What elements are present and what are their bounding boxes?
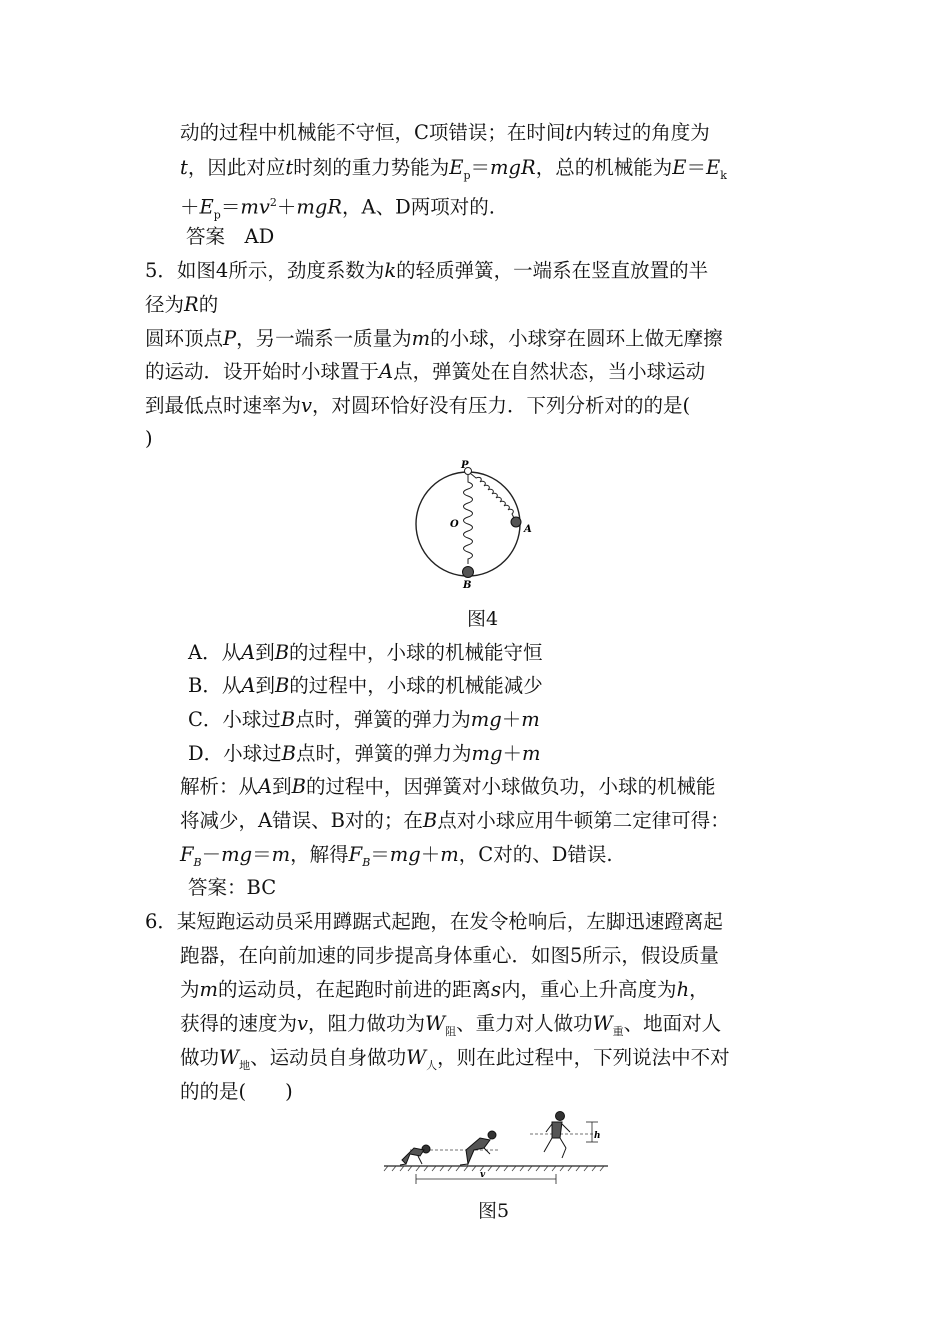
option-a: A．从A到B的过程中，小球的机械能守恒 xyxy=(188,641,543,664)
answer: 答案 AD xyxy=(186,225,275,248)
option-b: B．从A到B的过程中，小球的机械能减少 xyxy=(188,674,543,697)
label-O: O xyxy=(450,519,459,530)
figure-5-caption: 图5 xyxy=(478,1200,510,1222)
text-line: ) xyxy=(145,427,153,450)
answer: 答案：BC xyxy=(188,876,277,899)
text-line: 做功$W_地$、运动员自身做功$W_人$，则在此过程中，下列说法中不对 xyxy=(180,1046,730,1072)
runner-upright xyxy=(544,1112,570,1159)
text-line: 为m的运动员，在起跑时前进的距离s内，重心上升高度为h， xyxy=(180,978,709,1001)
text-line: 的运动．设开始时小球置于A点，弹簧处在自然状态，当小球运动 xyxy=(145,360,706,383)
text-line: 的的是( ) xyxy=(180,1080,293,1103)
label-B: B xyxy=(463,580,472,590)
label-h: h xyxy=(594,1131,601,1141)
text-line: 到最低点时速率为v，对圆环恰好没有压力．下列分析对的的是( xyxy=(145,394,691,417)
figure-4 xyxy=(408,460,548,590)
label-P: P xyxy=(461,460,469,471)
text-line: $+E_p=mv^2+mgR$，A、D两项对的. xyxy=(180,195,495,222)
ball-A xyxy=(511,517,521,527)
text-line: t，因此对应t时刻的重力势能为$E_p=mgR$，总的机械能为$E=E_k$ xyxy=(180,156,727,182)
diagonal-spring xyxy=(470,473,514,518)
option-d: D．小球过B点时，弹簧的弹力为mg＋m xyxy=(188,742,541,765)
text-line: 径为R的 xyxy=(145,293,219,316)
text-line: 动的过程中机械能不守恒，C项错误；在时间t内转过的角度为 xyxy=(180,121,710,144)
label-v: v xyxy=(480,1170,486,1180)
ground-hatch xyxy=(384,1166,604,1171)
option-c: C．小球过B点时，弹簧的弹力为mg＋m xyxy=(188,708,540,731)
analysis: 解析：从A到B的过程中，因弹簧对小球做负功，小球的机械能 xyxy=(180,775,716,798)
vertical-spring xyxy=(464,474,473,564)
runner-crouch xyxy=(400,1145,430,1165)
runner-rising xyxy=(460,1131,496,1165)
question-6: 6．某短跑运动员采用蹲踞式起跑，在发令枪响后，左脚迅速蹬离起 xyxy=(145,910,723,933)
text-line: 将减少，A错误、B对的；在B点对小球应用牛顿第二定律可得： xyxy=(180,809,730,832)
figure-4-caption: 图4 xyxy=(467,608,499,630)
text-line: 圆环顶点P，另一端系一质量为m的小球，小球穿在圆环上做无摩擦 xyxy=(145,327,723,350)
text-line: $F_B-mg=m$，解得$F_B=mg+m$，C对的、D错误. xyxy=(180,843,613,869)
label-A: A xyxy=(524,524,532,535)
question-5: 5．如图4所示，劲度系数为k的轻质弹簧，一端系在竖直放置的半 xyxy=(145,259,709,282)
ball-B xyxy=(463,567,474,578)
text-line: 跑器，在向前加速的同步提高身体重心．如图5所示，假设质量 xyxy=(180,944,719,967)
figure-5 xyxy=(380,1108,620,1188)
text-line: 获得的速度为v，阻力做功为$W_阻$、重力对人做功$W_重$、地面对人 xyxy=(180,1012,722,1038)
